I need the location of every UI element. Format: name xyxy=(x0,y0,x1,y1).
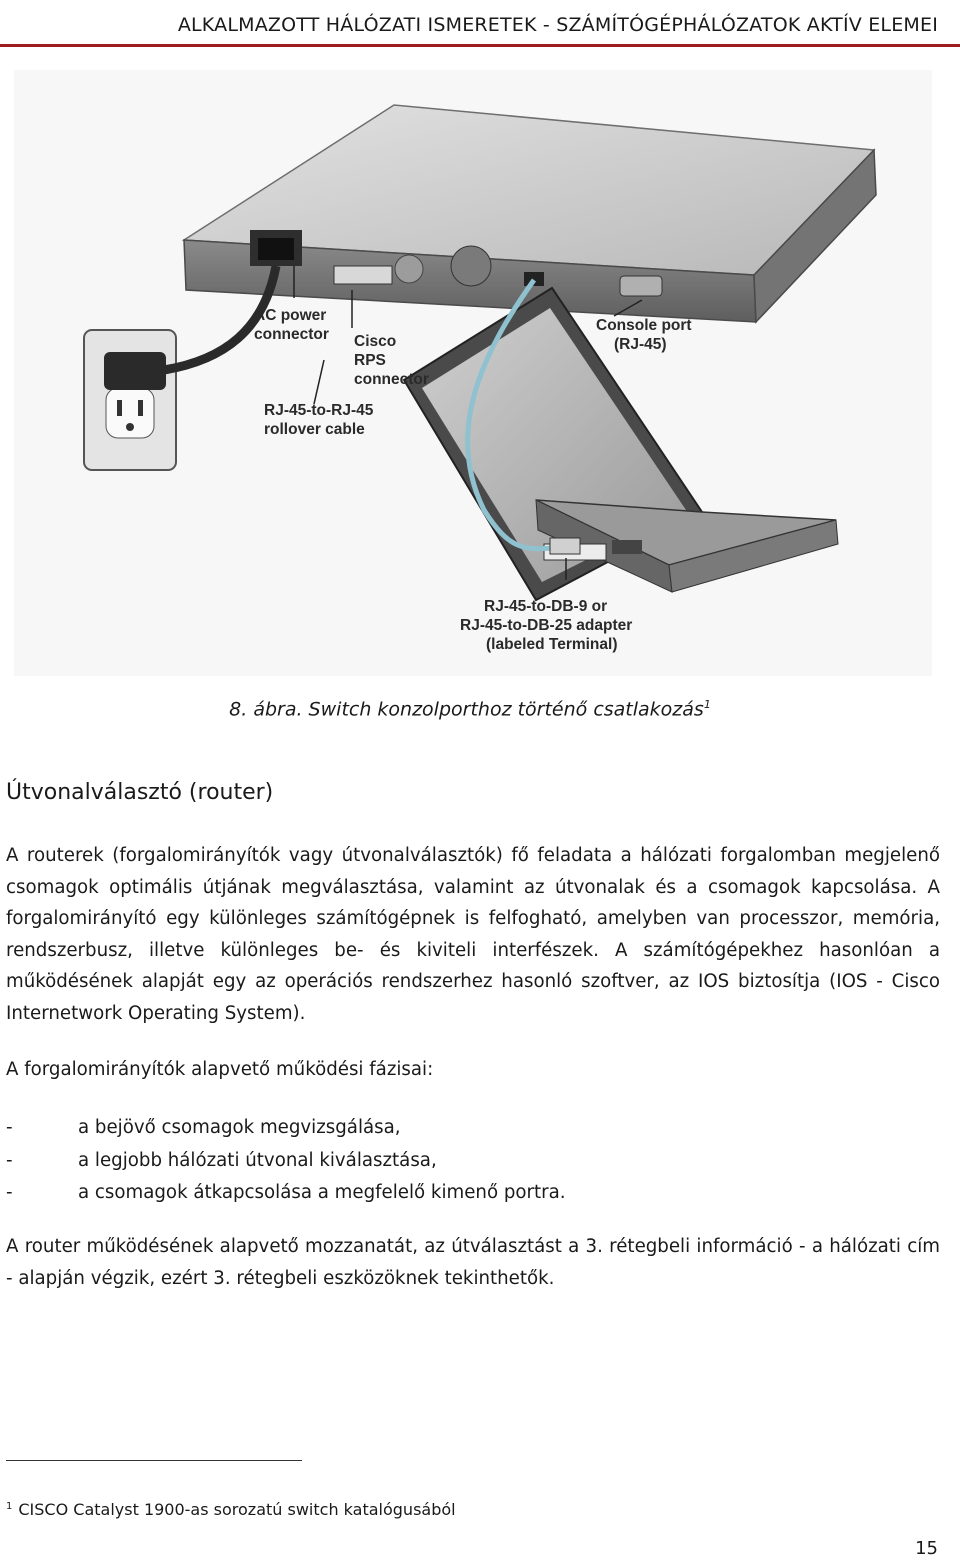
list-dash: - xyxy=(6,1117,13,1138)
footnote-divider xyxy=(6,1460,302,1461)
paragraph-phases-intro: A forgalomirányítók alapvető működési fázisai: xyxy=(6,1059,434,1080)
list-dash: - xyxy=(6,1149,13,1171)
caption-footnote-ref[interactable]: 1 xyxy=(703,698,711,711)
switch-console-figure xyxy=(14,70,932,676)
caption-text: 8. ábra. Switch konzolporthoz történő csatlakozás xyxy=(229,698,704,721)
running-header: ALKALMAZOTT HÁLÓZATI ISMERETEK - SZÁMÍTÓGÉPHÁLÓZATOK AKTÍV ELEMEI xyxy=(177,14,938,36)
footnote-number: 1 xyxy=(6,1500,13,1512)
adapter xyxy=(550,538,580,554)
list-item xyxy=(6,1112,906,1145)
label-ac-power: AC power connector xyxy=(254,307,329,343)
label-rps: Cisco RPS connector xyxy=(354,333,429,388)
list-item-text: a bejövő csomagok megvizsgálása, xyxy=(78,1117,401,1138)
footnote-text: CISCO Catalyst 1900-as sorozatú switch katalógusából xyxy=(18,1500,456,1519)
list-item xyxy=(6,1177,906,1210)
list-dash: - xyxy=(6,1182,13,1203)
list-item-text: a legjobb hálózati útvonal kiválasztása, xyxy=(78,1149,437,1171)
figure-caption xyxy=(0,698,940,720)
footnote xyxy=(6,1500,456,1519)
phases-list xyxy=(6,1112,906,1210)
label-adapter: RJ-45-to-DB-9 or RJ-45-to-DB-25 adapter (labeled Terminal) xyxy=(460,598,633,653)
header-rule xyxy=(0,44,960,47)
list-item-text: a csomagok átkapcsolása a megfelelő kimenő portra. xyxy=(78,1182,566,1203)
label-console-port: Console port (RJ-45) xyxy=(596,317,692,353)
label-rollover-cable: RJ-45-to-RJ-45 rollover cable xyxy=(264,402,374,438)
section-title: Útvonalválasztó (router) xyxy=(6,780,274,805)
paragraph-router-intro: A routerek (forgalomirányítók vagy útvonalválasztók) fő feladata a hálózati forgalomban megjelenő csomagok optimális útjának megválasztása, valamint az útvonalak és a csomagok kapcsolása. A forgalomirányító egy különleges számítógépnek is felfogható, amelyben van processzor, memória, rendszerbusz, illetve különleges be- és kiviteli interfészek. A számítógépekhez hasonlóan a működésének alapját egy az operációs rendszerhez hasonló szoftver, az IOS biztosítja (IOS - Cisco Internetwork Operating System). xyxy=(6,845,940,1024)
page-number: 15 xyxy=(915,1538,938,1559)
list-item xyxy=(6,1145,906,1178)
paragraph-routing: A router működésének alapvető mozzanatát, az útválasztást a 3. rétegbeli információ - a hálózati cím - alapján végzik, ezért 3. rétegbeli eszközöknek tekinthetők. xyxy=(6,1236,940,1289)
